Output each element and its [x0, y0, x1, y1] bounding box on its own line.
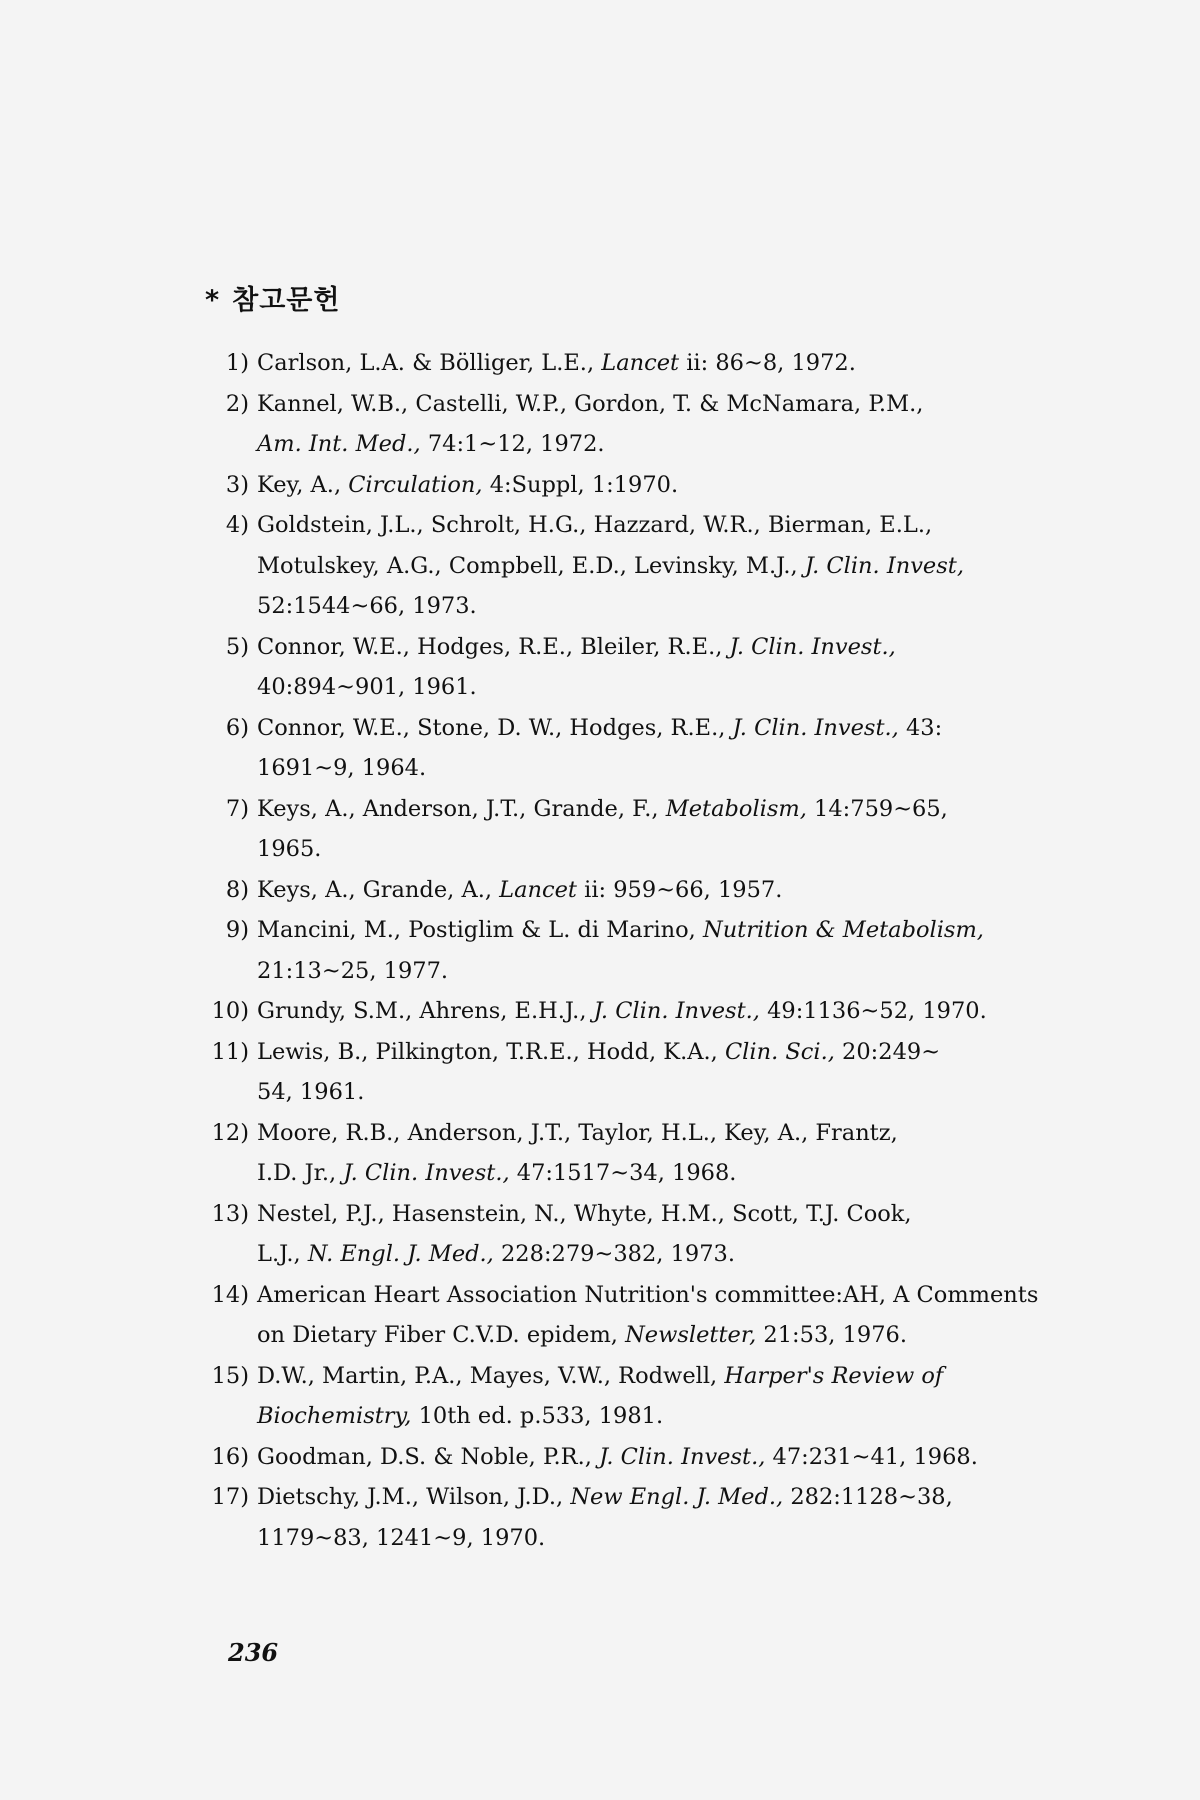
reference-italic-text: J. Clin. Invest., [343, 1160, 510, 1186]
reference-line [257, 1234, 1035, 1275]
reference-text: 21:53, 1976. [756, 1322, 907, 1348]
reference-text: 228:279~382, 1973. [493, 1241, 735, 1267]
reference-text: 20:249~ [834, 1038, 941, 1065]
reference-text: 49:1136~52, 1970. [759, 998, 987, 1024]
reference-number: 16) [211, 1443, 249, 1470]
reference-italic-text: Newsletter, [625, 1322, 757, 1348]
reference-text: on Dietary Fiber C.V.D. epidem, [257, 1322, 626, 1348]
reference-text: 1965. [257, 836, 322, 862]
reference-line [257, 586, 1035, 627]
reference-number: 13) [211, 1200, 249, 1227]
reference-text: Motulskey, A.G., Compbell, E.D., Levinsky, M.J., [257, 552, 805, 579]
reference-line [257, 748, 1035, 789]
reference-italic-text: J. Clin. Invest, [804, 552, 964, 579]
reference-line [257, 1032, 1035, 1073]
references-heading [205, 278, 340, 317]
reference-line [257, 1518, 1035, 1559]
reference-text: 54, 1961. [257, 1079, 365, 1105]
reference-line [257, 465, 1035, 506]
reference-text: 40:894~901, 1961. [257, 674, 477, 700]
reference-item [205, 465, 1035, 506]
reference-text: L.J., [257, 1241, 308, 1267]
reference-number: 1) [225, 350, 249, 376]
reference-line [257, 1477, 1035, 1518]
reference-number: 8) [225, 876, 249, 903]
reference-italic-text: N. Engl. J. Med., [307, 1241, 494, 1267]
reference-text: D.W., Martin, P.A., Mayes, V.W., Rodwell, [257, 1362, 725, 1389]
reference-line [257, 829, 1035, 870]
reference-line [257, 991, 1035, 1032]
reference-item [205, 1113, 1035, 1194]
reference-line [257, 1315, 1035, 1356]
reference-number: 6) [225, 714, 249, 741]
reference-item [205, 708, 1035, 789]
reference-text: Dietschy, J.M., Wilson, J.D., [257, 1484, 571, 1510]
reference-italic-text: Clin. Sci., [724, 1038, 835, 1065]
reference-text: 21:13~25, 1977. [257, 957, 449, 984]
reference-text: ii: 959~66, 1957. [576, 876, 783, 903]
reference-text: 282:1128~38, [783, 1484, 953, 1510]
reference-item [205, 1356, 1035, 1437]
reference-line [257, 424, 1035, 465]
reference-text: 47:1517~34, 1968. [509, 1160, 737, 1186]
reference-italic-text: J. Clin. Invest., [599, 1443, 766, 1470]
reference-text: I.D. Jr., [257, 1160, 344, 1186]
reference-line [257, 384, 1035, 425]
reference-number: 14) [211, 1281, 249, 1308]
reference-italic-text: J. Clin. Invest., [593, 998, 760, 1024]
reference-number: 3) [225, 471, 249, 498]
reference-line [257, 1153, 1035, 1194]
reference-text: 47:231~41, 1968. [765, 1443, 978, 1470]
reference-line [257, 951, 1035, 992]
reference-item [205, 627, 1035, 708]
reference-italic-text: Am. Int. Med., [257, 431, 421, 457]
reference-italic-text: J. Clin. Invest., [729, 633, 896, 660]
reference-line [257, 1437, 1035, 1478]
reference-number: 4) [225, 512, 249, 538]
reference-number: 9) [225, 917, 249, 943]
reference-text: ii: 86~8, 1972. [679, 350, 856, 376]
reference-number: 2) [225, 390, 249, 417]
reference-item [205, 991, 1035, 1032]
reference-text: 1691~9, 1964. [257, 755, 427, 781]
reference-text: Carlson, L.A. & Bölliger, L.E., [257, 350, 602, 376]
reference-item [205, 1194, 1035, 1275]
reference-item [205, 870, 1035, 911]
reference-item [205, 1032, 1035, 1113]
reference-number: 15) [211, 1362, 249, 1389]
reference-list [205, 343, 1039, 1558]
reference-line [257, 627, 1035, 668]
reference-text: 14:759~65, [806, 795, 948, 822]
reference-item [205, 1477, 1035, 1558]
reference-item [205, 505, 1035, 627]
reference-line [257, 1396, 1035, 1437]
reference-text: Connor, W.E., Hodges, R.E., Bleiler, R.E., [257, 633, 730, 660]
reference-italic-text: Biochemistry, [257, 1403, 412, 1429]
reference-italic-text: Lancet [601, 350, 680, 376]
reference-line [257, 1072, 1035, 1113]
reference-text: 4:Suppl, 1:1970. [482, 471, 679, 498]
reference-text: Grundy, S.M., Ahrens, E.H.J., [257, 998, 594, 1024]
reference-italic-text: Harper's Review of [724, 1362, 944, 1389]
reference-text: 74:1~12, 1972. [420, 431, 605, 457]
reference-text: Key, A., [257, 471, 349, 498]
reference-number: 17) [211, 1484, 249, 1510]
reference-line [257, 505, 1035, 546]
reference-number: 12) [211, 1119, 249, 1146]
reference-line [257, 667, 1035, 708]
reference-italic-text: Circulation, [348, 471, 483, 498]
reference-line [257, 546, 1035, 587]
reference-line [257, 870, 1035, 911]
reference-text: Moore, R.B., Anderson, J.T., Taylor, H.L., Key, A., Frantz, [257, 1119, 898, 1146]
reference-italic-text: J. Clin. Invest., [732, 714, 899, 741]
reference-text: 10th ed. p.533, 1981. [411, 1403, 664, 1429]
page-number: 236 [228, 1638, 279, 1667]
reference-text: Keys, A., Anderson, J.T., Grande, F., [257, 795, 666, 822]
reference-line [257, 1113, 1035, 1154]
reference-text: Mancini, M., Postiglim & L. di Marino, [257, 917, 703, 943]
reference-item [205, 1275, 1039, 1356]
asterisk-icon: * [205, 285, 221, 316]
reference-number: 7) [225, 795, 249, 822]
reference-text: Kannel, W.B., Castelli, W.P., Gordon, T. & McNamara, P.M., [257, 390, 924, 417]
reference-item [205, 789, 1035, 870]
reference-text: Goodman, D.S. & Noble, P.R., [257, 1443, 600, 1470]
reference-number: 11) [211, 1038, 249, 1065]
reference-text: Connor, W.E., Stone, D. W., Hodges, R.E., [257, 714, 733, 741]
reference-text: Goldstein, J.L., Schrolt, H.G., Hazzard, W.R., Bierman, E.L., [257, 512, 933, 538]
reference-text: 43: [898, 714, 943, 741]
reference-line [257, 1194, 1035, 1235]
reference-text: 52:1544~66, 1973. [257, 593, 477, 619]
reference-line [257, 1356, 1035, 1397]
reference-text: Keys, A., Grande, A., [257, 876, 500, 903]
reference-item [205, 1437, 1035, 1478]
reference-text: Lewis, B., Pilkington, T.R.E., Hodd, K.A., [257, 1038, 725, 1065]
reference-text: 1179~83, 1241~9, 1970. [257, 1524, 546, 1551]
reference-italic-text: Metabolism, [665, 795, 807, 822]
reference-number: 10) [211, 998, 249, 1024]
reference-line [257, 789, 1035, 830]
reference-item [205, 343, 1035, 384]
reference-item [205, 384, 1035, 465]
reference-item [205, 910, 1035, 991]
reference-number: 5) [225, 633, 249, 660]
reference-line [257, 910, 1035, 951]
reference-italic-text: Lancet [499, 876, 577, 903]
reference-line [257, 1275, 1039, 1316]
reference-text: American Heart Association Nutrition's committee:AH, A Comments [257, 1281, 1039, 1308]
reference-line [257, 708, 1035, 749]
reference-italic-text: New Engl. J. Med., [570, 1484, 784, 1510]
references-heading-title: 참고문헌 [232, 285, 341, 316]
reference-line [257, 343, 1035, 384]
reference-italic-text: Nutrition & Metabolism, [703, 917, 984, 943]
reference-text: Nestel, P.J., Hasenstein, N., Whyte, H.M., Scott, T.J. Cook, [257, 1200, 912, 1227]
